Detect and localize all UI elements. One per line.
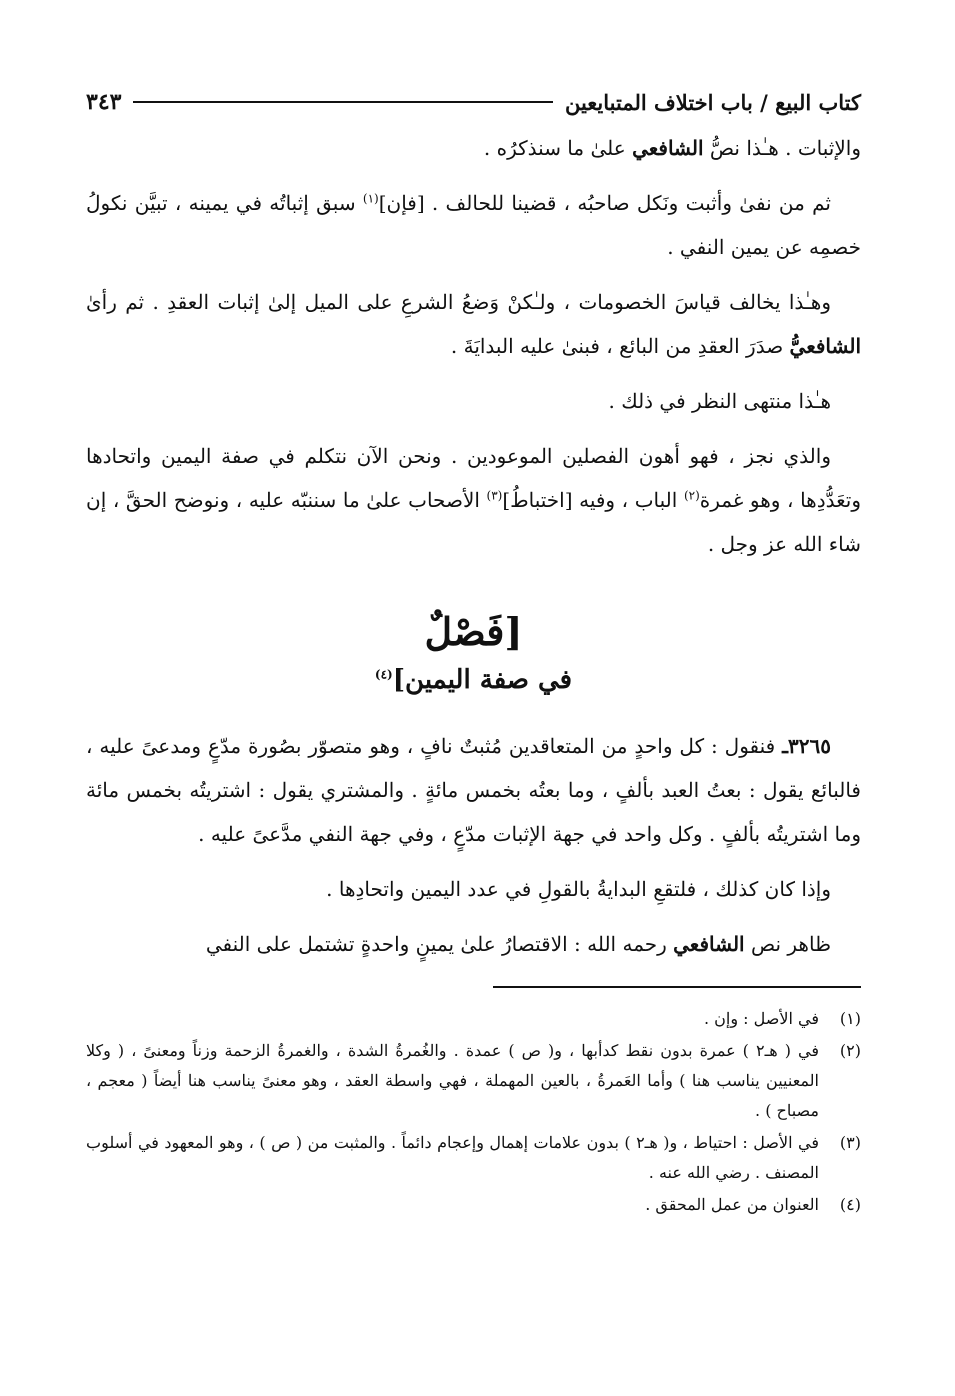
footnote	[86, 1004, 861, 1034]
footnote-marker: (١)	[362, 191, 379, 206]
bold-name: الشافعي	[673, 932, 745, 956]
main-text	[86, 126, 861, 966]
text-run: الأصحاب علىٰ ما سننبّه عليه ، ونوضح الحقَّ ، إن شاء الله عز وجل .	[86, 488, 861, 556]
text-run: ثم من نفىٰ وأثبت ونَكل صاحبُه ، قضينا للحالف . [فإن]	[378, 191, 832, 215]
section-heading	[86, 606, 861, 702]
text-run: ظاهر نص	[744, 932, 831, 956]
paragraph-number: ٣٢٦٥ـ	[782, 734, 831, 758]
footnote-number: (٤)	[839, 1195, 861, 1214]
section-ornamental-title: [فَصْلٌ	[424, 609, 523, 654]
text-run: والإثبات . هـٰذا نصُّ	[703, 136, 861, 160]
text-run: علىٰ ما سنذكرُه .	[483, 136, 633, 160]
header-rule	[133, 101, 553, 103]
paragraph-1	[86, 126, 861, 170]
text-run: وهـٰذا يخالف قياسَ الخصومات ، ولـٰكنْ وَضعُ الشرعِ على الميل إلىٰ إثبات العقدِ . ثم رأىٰ	[86, 290, 831, 314]
section-subtitle	[86, 658, 861, 702]
footnote-number: (٢)	[839, 1041, 861, 1060]
footnote-marker: (٢)	[683, 488, 700, 503]
footnote	[86, 1190, 861, 1220]
footnote-number: (١)	[839, 1009, 861, 1028]
running-title: كتاب البيع / باب اختلاف المتبايعين	[564, 89, 861, 115]
footnote-marker: (٣)	[486, 488, 503, 503]
subtitle-text: في صفة اليمين]	[392, 665, 573, 695]
footnote-text: في الأصل : احتياط ، و( هـ٢ ) بدون علامات إهمال وإعجام دائماً . والمثبت من ( ص ) ، وهو المعهود في أسلوب المصنف . رضي الله عنه .	[86, 1133, 819, 1182]
paragraph-3	[86, 280, 861, 368]
footnote-number: (٣)	[839, 1133, 861, 1152]
text-run: سبق إثباتُه في يمينه ، تبيَّن نكولُ خصمِه عن يمين النفي .	[86, 191, 861, 259]
book-page	[86, 82, 861, 1222]
paragraph-8	[86, 922, 861, 966]
footnote	[86, 1036, 861, 1126]
paragraph-7: وإذا كان كذلك ، فلتقعِ البدايةُ بالقولِ في عدد اليمين واتحادِها .	[326, 877, 831, 901]
footnotes	[86, 1004, 861, 1220]
footnote-text: في ( هـ٢ ) عمرة بدون نقط كدأبها ، و( ص ) عمدة . والغُمرةُ الشدة ، والغمرةُ الزحمة وزناً ومعنىً ، ( وكلا المعنيين يناسب هنا ) وأما العَمرةُ ، بالعين المهملة ، فهي واسطة العقد ، وهو معنىً يناسب هنا أيضاً ( معجم ، مصباح ) .	[86, 1041, 820, 1120]
text-run: الباب ، وفيه [اختباطُ]	[502, 488, 684, 512]
text-run: صدَرَ العقدِ من البائع ، فبنىٰ عليه البدايَةَ .	[450, 334, 790, 358]
paragraph-4: هـٰذا منتهى النظر في ذلك .	[608, 389, 831, 413]
text-run: رحمه الله : الاقتصارُ علىٰ يمينٍ واحدةٍ تشتمل على النفي	[205, 932, 674, 956]
footnote-text: في الأصل : وإن .	[704, 1009, 819, 1028]
text-run: فنقول : كل واحدٍ من المتعاقدين مُثبتٌ نافٍ ، وهو متصوّر بصُورة مدّعٍ ومدعىً عليه ، فالبائع يقول : بعتُ العبد بألفٍ ، وما بعتُه بخمس مائةٍ . والمشتري يقول : اشتريتُه بخمس مائة وما اشتريتُه بألفٍ . وكل واحد في جهة الإثبات مدّعٍ ، وفي جهة النفي مدَّعىً عليه .	[86, 734, 861, 846]
bold-name: الشافعيُّ	[789, 334, 861, 358]
footnote	[86, 1128, 861, 1188]
paragraph-6	[86, 724, 861, 856]
paragraph-2	[86, 181, 861, 269]
footnote-rule	[493, 986, 861, 988]
footnote-text: العنوان من عمل المحقق .	[645, 1195, 819, 1214]
text-run: والذي نجز ، فهو أهون الفصلين الموعودين . ونحن الآن نتكلم في صفة اليمين واتحادها وتعَدُّدِها ، وهو غمرة	[86, 444, 861, 512]
paragraph-5	[86, 434, 861, 566]
running-header	[86, 82, 861, 122]
page-number: ٣٤٣	[86, 89, 122, 115]
footnote-marker: (٤)	[374, 667, 393, 682]
bold-name: الشافعي	[632, 136, 704, 160]
